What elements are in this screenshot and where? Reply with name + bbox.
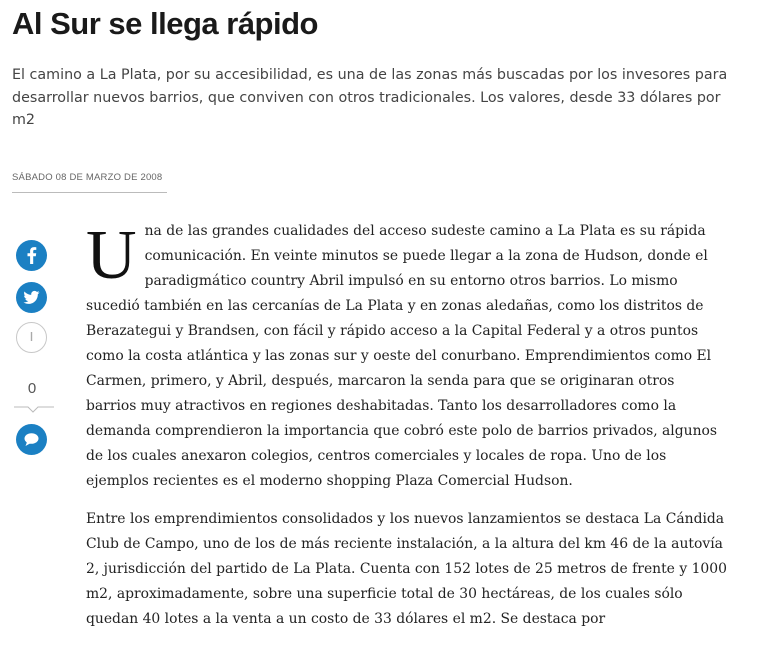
drop-cap: U <box>86 217 137 294</box>
more-share-button[interactable] <box>16 322 47 353</box>
paragraph-2: Entre los emprendimientos consolidados y los nuevos lanzamientos se destaca La Cándida Club de Campo, uno de los de más reciente instalación, a la altura del km 46 de la autovía 2, jurisdicción del partido de La Plata. Cuenta con 152 lotes de 25 metros de frente y 1000 m2, aproximadamente, sobre una superficie total de 30 hectáreas, de los cuales sólo quedan 40 lotes a la venta a un costo de 33 dólares el m2. Se destaca por <box>86 511 727 627</box>
comments-button[interactable] <box>16 424 47 455</box>
comment-count-pointer <box>14 405 54 415</box>
article-date: SÁBADO 08 DE MARZO DE 2008 <box>12 172 163 183</box>
comment-icon <box>16 424 47 455</box>
paragraph-1 <box>86 219 728 494</box>
twitter-share-button[interactable] <box>16 282 47 313</box>
more-icon <box>17 323 46 352</box>
facebook-share-button[interactable] <box>16 240 47 271</box>
paragraph-1-text: na de las grandes cualidades del acceso sudeste camino a La Plata es su rápida comunicación. En veinte minutos se puede llegar a la zona de Hudson, donde el paradigmático country Abril impulsó en su entorno otros barrios. Lo mismo sucedió también en las cercanías de La Plata y en zonas aledañas, como los distritos de Berazategui y Brandsen, con fácil y rápido acceso a la Capital Federal y a otros puntos como la costa atlántica y las zonas sur y oeste del conurbano. Emprendimientos como El Carmen, primero, y Abril, después, marcaron la senda para que se originaran otros barrios muy atractivos en regiones deshabitadas. Tanto los desarrolladores como la demanda comprendieron la importancia que cobró este polo de barrios privados, algunos de los cuales anexaron colegios, centros comerciales y locales de ropa. Uno de los ejemplos recientes es el moderno shopping Plaza Comercial Hudson. <box>86 223 718 489</box>
facebook-icon <box>16 240 47 271</box>
date-divider <box>12 192 167 193</box>
comment-count: 0 <box>27 380 37 397</box>
article-title: Al Sur se llega rápido <box>12 6 318 41</box>
article-body <box>86 219 728 645</box>
article-subtitle: El camino a La Plata, por su accesibilidad, es una de las zonas más buscadas por los invesores para desarrollar nuevos barrios, que conviven con otros tradicionales. Los valores, desde 33 dólares por m2 <box>12 67 728 128</box>
twitter-icon <box>16 282 47 313</box>
